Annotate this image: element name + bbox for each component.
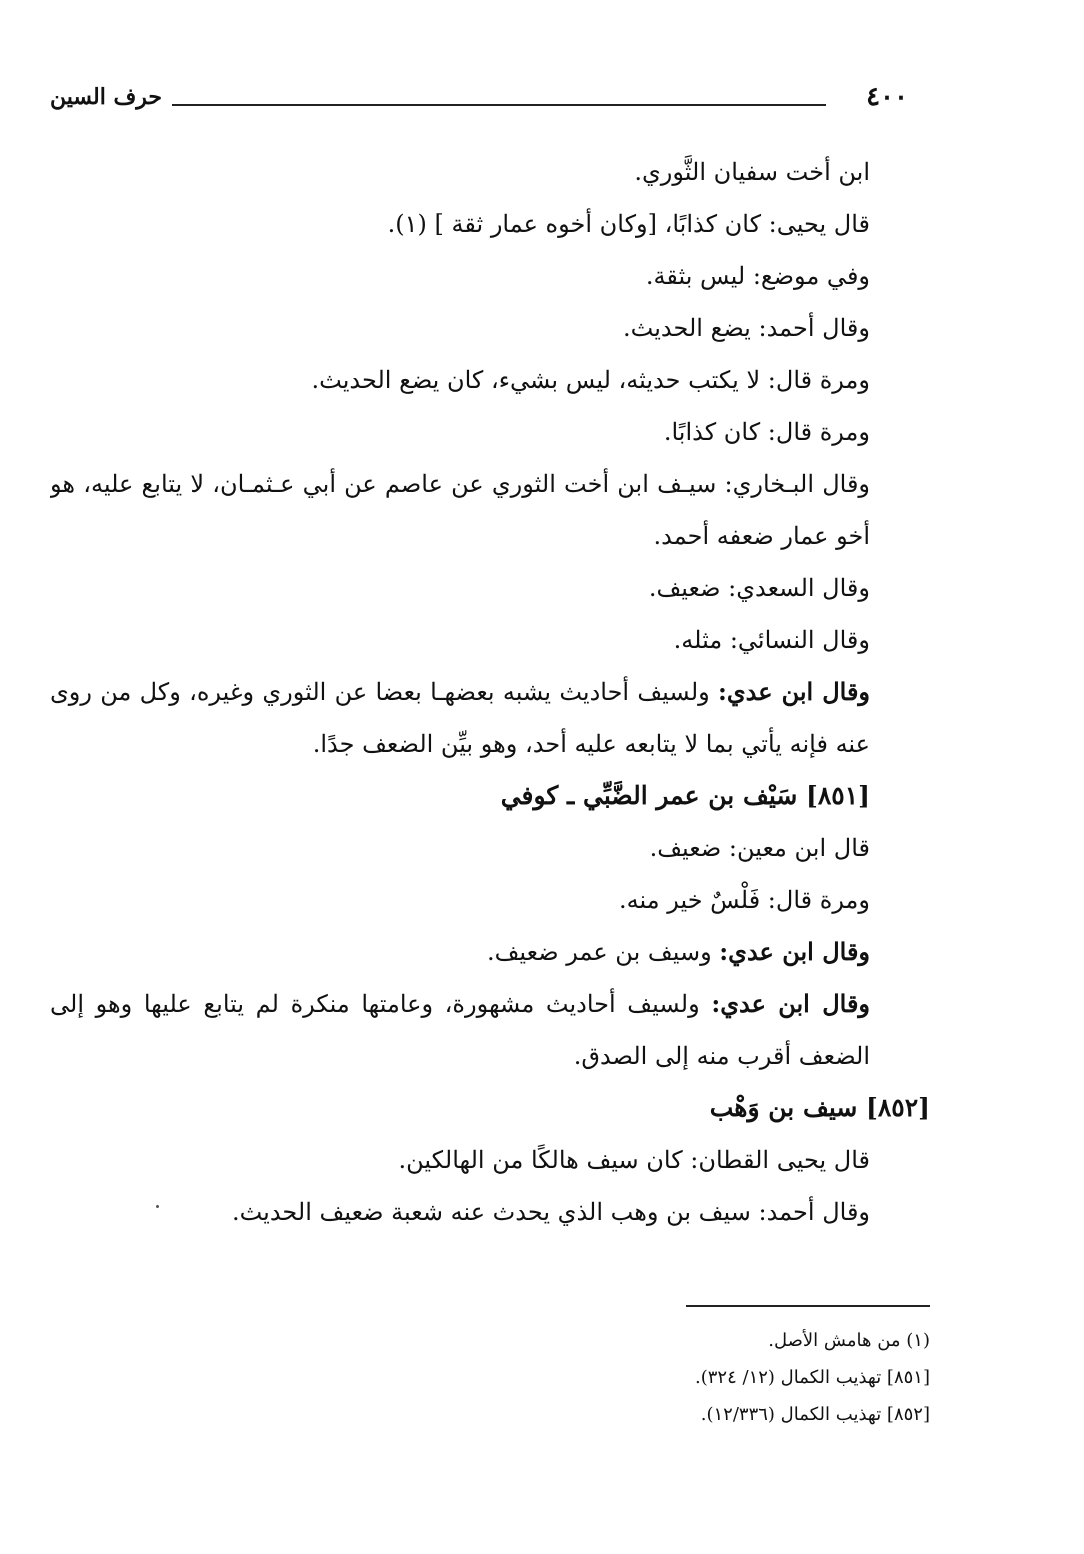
ibn-adi-paragraph: [50, 666, 930, 770]
text-line: قال يحيى: كان كذابًا، [وكان أخوه عمار ثقة ] (١).: [387, 210, 870, 238]
speaker-label: وقال ابن عدي:: [719, 937, 870, 966]
text-line: ابن أخت سفيان الثَّوري.: [634, 158, 870, 186]
text-line: ومرة قال: كان كذابًا.: [663, 418, 870, 446]
footnote: (١) من هامش الأصل.: [768, 1330, 930, 1351]
qattan-line: قال يحيى القطان: كان سيف هالكًا من الهالكين.: [398, 1146, 870, 1174]
ibn-adi-line: [50, 926, 930, 978]
running-header: [50, 82, 908, 122]
quote-text: وسيف بن عمر ضعيف.: [486, 938, 720, 966]
speaker-label: وقال ابن عدي:: [718, 677, 871, 706]
speaker-label: وقال ابن عدي:: [711, 989, 871, 1018]
footnote: [٨٥١] تهذيب الكمال (١٢/ ٣٢٤).: [695, 1367, 930, 1388]
entry-heading-852: [٨٥٢] سيف بن وَهْب: [709, 1093, 930, 1122]
saadi-line: وقال السعدي: ضعيف.: [648, 574, 870, 602]
footnote: [٨٥٢] تهذيب الكمال (١٢/٣٣٦).: [700, 1404, 930, 1425]
text-line: ومرة قال: لا يكتب حديثه، ليس بشيء، كان يضع الحديث.: [311, 366, 870, 394]
bukhari-paragraph: وقال البـخاري: سيـف ابن أخت الثوري عن عاصم عن أبي عـثمـان، لا يتابع عليه، هو أخو عمار ضعفه أحمد.: [50, 470, 871, 550]
nasai-line: وقال النسائي: مثله.: [673, 626, 870, 654]
text-line: وفي موضع: ليس بثقة.: [645, 262, 870, 290]
footnotes: [500, 1322, 930, 1433]
text-line: وقال أحمد: يضع الحديث.: [623, 314, 870, 342]
quote-text: ولسيف أحاديث مشهورة، وعامتها منكرة لم يتابع عليها وهو إلى الضعف أقرب منه إلى الصدق.: [50, 990, 870, 1070]
header-rule: [172, 104, 826, 106]
footnote-rule: [686, 1305, 930, 1307]
ibn-adi-paragraph: [50, 978, 930, 1082]
entry-heading-851: [٨٥١] سَيْف بن عمر الضَّبِّي ـ كوفي: [500, 781, 870, 810]
marra-line: ومرة قال: فَلْسٌ خير منه.: [618, 886, 870, 914]
quote-text: ولسيف أحاديث يشبه بعضهـا بعضا عن الثوري وغيره، وكل من روى عنه فإنه يأتي بما لا يتابعه عليه أحد، وهو بيِّن الضعف جدًا.: [50, 678, 870, 758]
ahmad-line: وقال أحمد: سيف بن وهب الذي يحدث عنه شعبة ضعيف الحديث.: [231, 1198, 870, 1226]
print-speck: [156, 1205, 159, 1208]
chapter-title: حرف السين: [50, 84, 163, 110]
main-text: [50, 146, 930, 1238]
page-number: ٤٠٠: [866, 82, 908, 112]
ibn-maeen-line: قال ابن معين: ضعيف.: [649, 834, 870, 862]
